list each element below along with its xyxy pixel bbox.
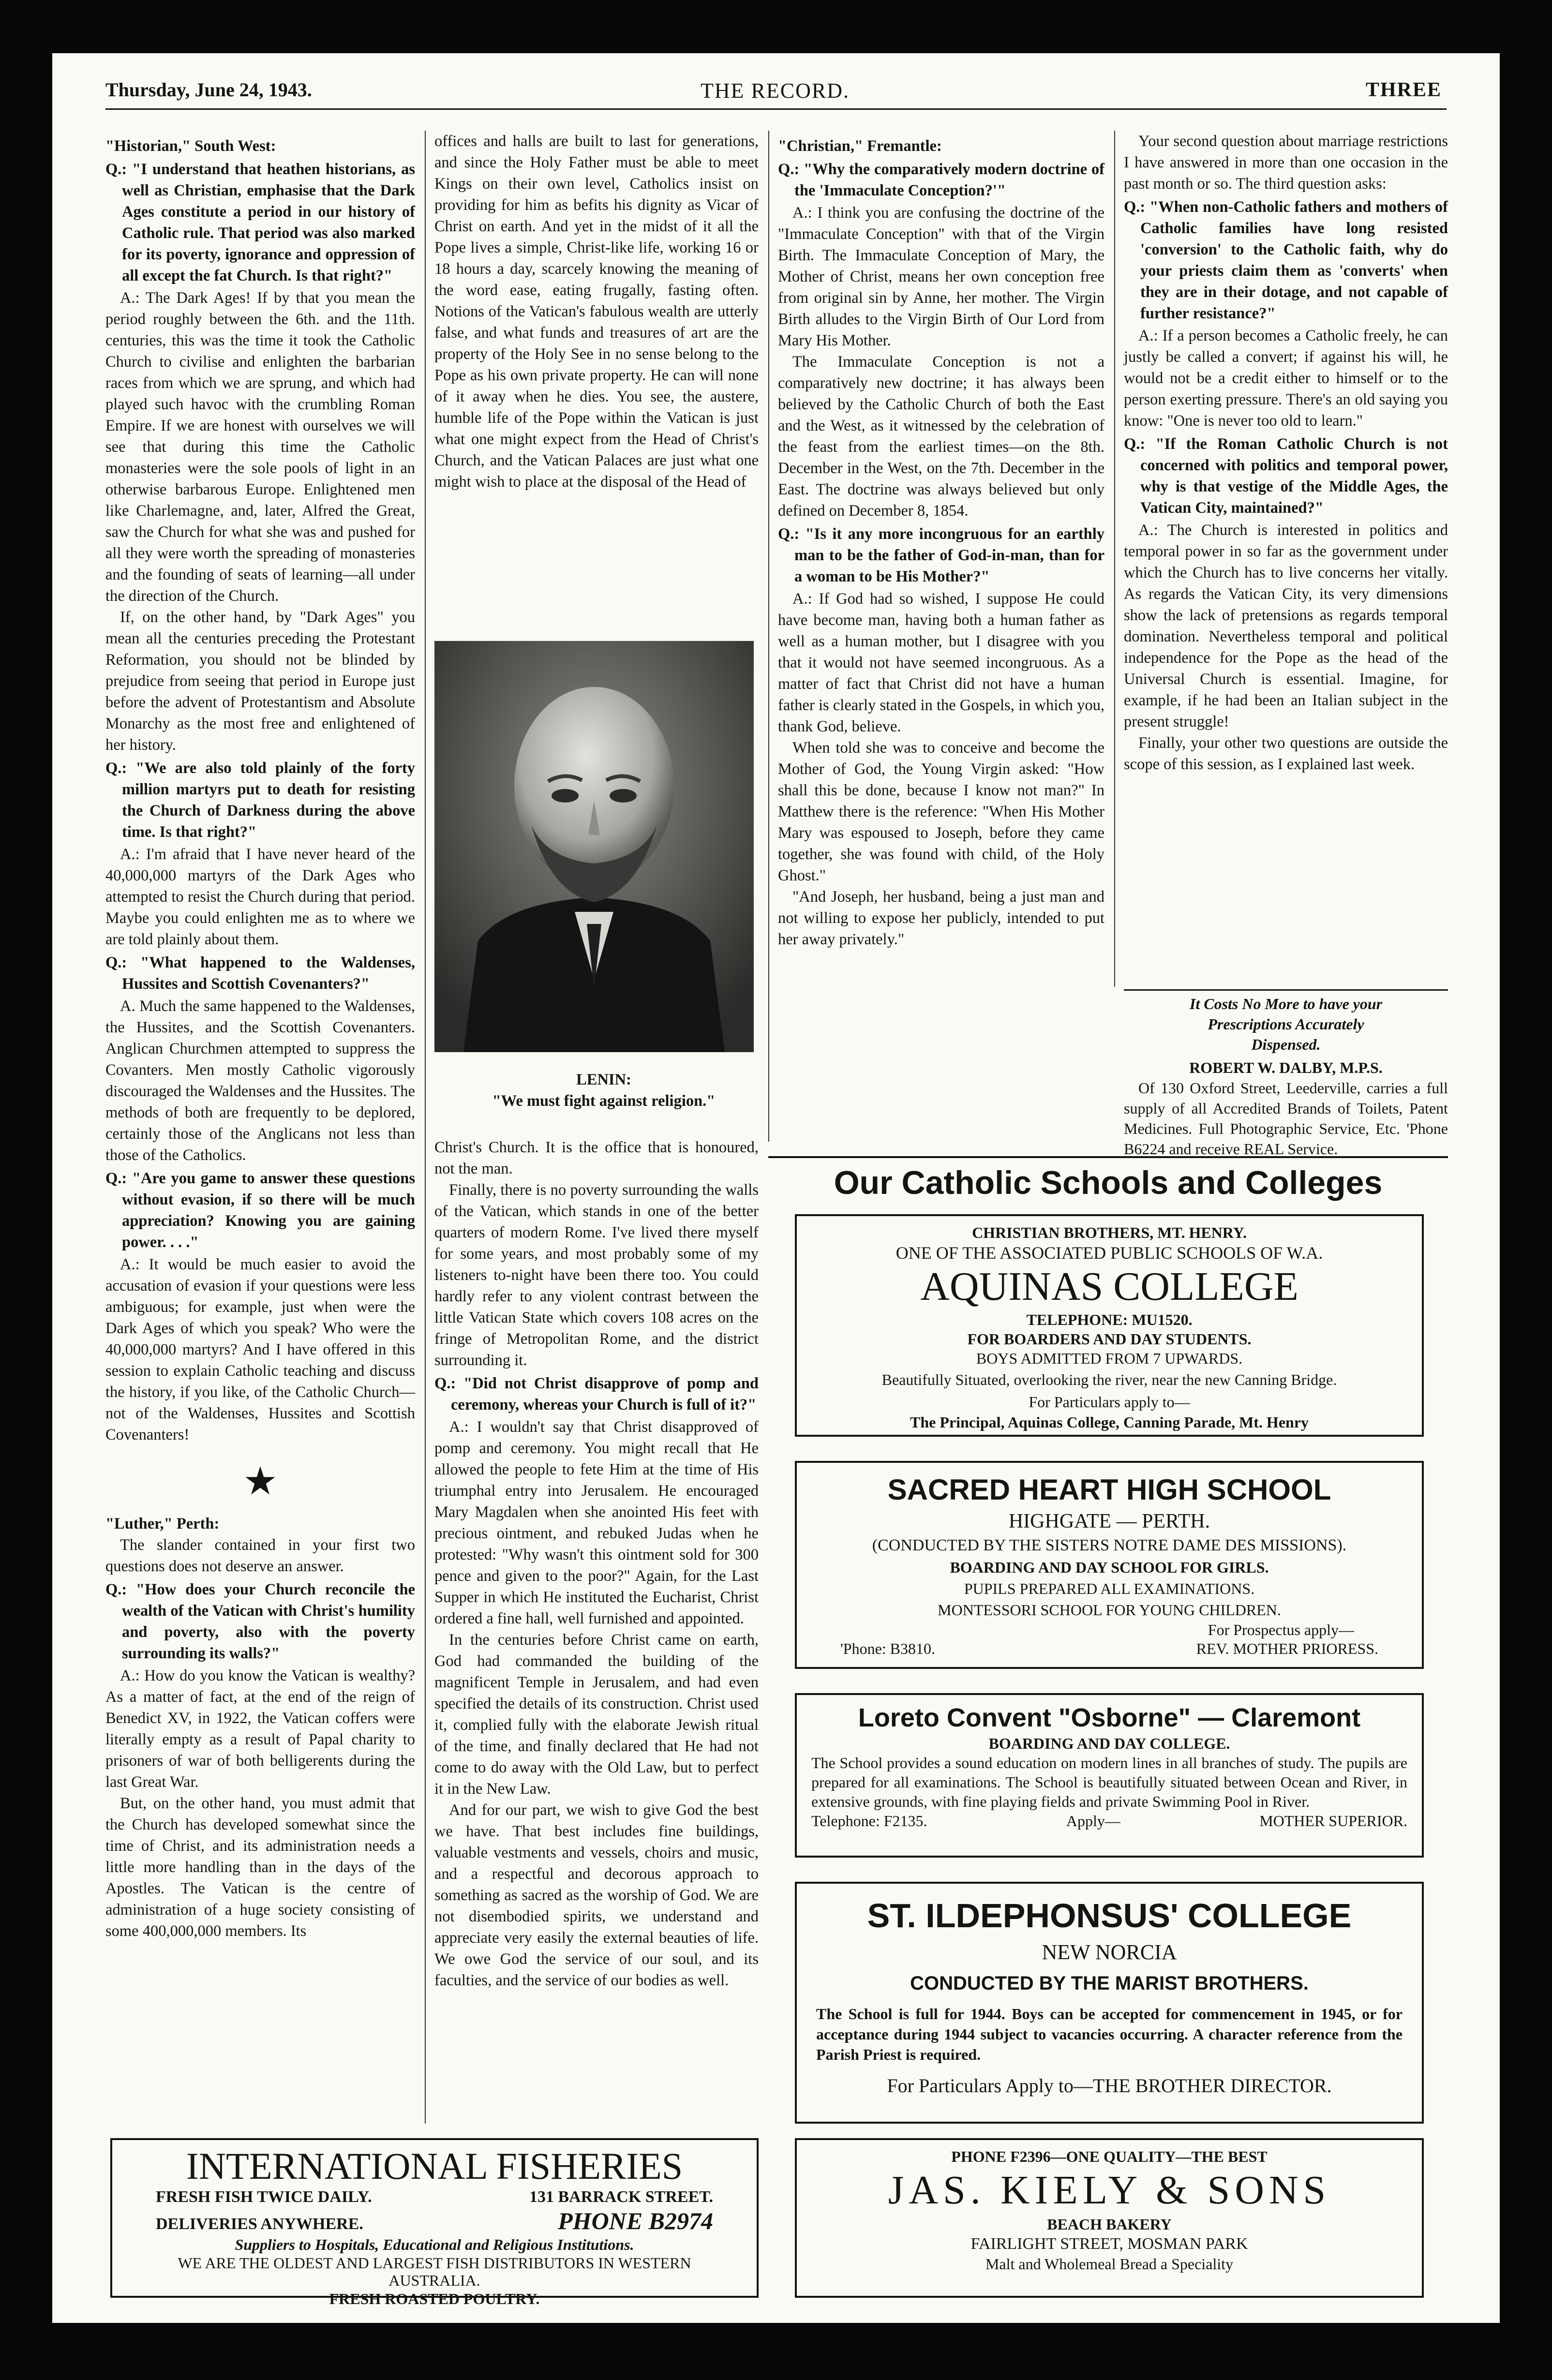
ad-name: INTERNATIONAL FISHERIES: [186, 2145, 683, 2187]
paragraph: The Immaculate Conception is not a comparatively new doctrine; it has always been believed by the Catholic Church of both the East and the West, as it witnessed by the celebration of the feast from the earliest times—on the 8th. December in the West, on the 7th. December in the East. The doctrine was always believed but only defined on December 8, 1854.: [778, 353, 1104, 520]
paragraph: If, on the other hand, by "Dark Ages" you mean all the centuries preceding the Protestant Reformation, you should not be blinded by prejudice from seeing that period in Europe just before the advent of Protestantism and Absolute Monarchy as the most free and enlightened of her history.: [105, 609, 415, 754]
ad-line: For Particulars apply to—: [1029, 1393, 1190, 1411]
ad-line: CHRISTIAN BROTHERS, MT. HENRY.: [972, 1224, 1247, 1241]
ad-line: It Costs No More to have your: [1189, 995, 1383, 1012]
paragraph: In the centuries before Christ came on earth, God had commanded the building of the magnificent Temple in Jerusalem, and had even specified the details of its construction. Christ used it, complied fully with the elaborate Jewish ritual of the time, and finally declared that He had not come to do away with the Old Law, but to perfect it in the New Law.: [434, 1631, 759, 1798]
ad-line: PUPILS PREPARED ALL EXAMINATIONS.: [964, 1580, 1255, 1597]
paper-title: THE RECORD.: [701, 79, 850, 103]
answer: A.: I wouldn't say that Christ disapproved of pomp and ceremony. You might recall that He allowed the people to fete Him at the time of His triumphal entry into Jerusalem. He encouraged Mary Magdalen when she anointed His feet with precious ointment, and rebuked Judas when he protested: "Why wasn't this ointment sold for 300 pence and given to the poor?" Again, for the Last Supper in which He instituted the Eucharist, Christ ordered a fine hall, well furnished and appointed.: [434, 1418, 759, 1627]
ad-line: HIGHGATE — PERTH.: [1008, 1510, 1210, 1532]
ad-footer: [811, 1811, 1407, 1830]
ad-line: FRESH ROASTED POULTRY.: [329, 2290, 540, 2307]
ad-line: BOYS ADMITTED FROM 7 UPWARDS.: [976, 1350, 1243, 1367]
letter-heading: "Luther," Perth:: [105, 1515, 220, 1532]
ad-line: Prescriptions Accurately: [1208, 1015, 1364, 1033]
answer: A.: How do you know the Vatican is wealthy? As a matter of fact, at the end of the reign of Benedict XV, in 1922, the Vatican coffers were literally empty as a result of Papal charity to prisoners of war of both belligerents during the last Great War.: [105, 1667, 415, 1791]
ad-line: BEACH BAKERY: [1047, 2216, 1172, 2233]
column-3: [778, 131, 1104, 950]
kiely-advert: [795, 2138, 1424, 2298]
ad-phone: PHONE B2974: [558, 2207, 713, 2234]
column-4: [1124, 131, 1448, 775]
ad-body: The School provides a sound education on modern lines in all branches of study. The pupils are prepared for all examinations. The School is beautifully situated between Ocean and River, in extensive grounds, with fine playing fields and private Swimming Pool in River.: [811, 1754, 1407, 1810]
question: Q.: "What happened to the Waldenses, Hussites and Scottish Covenanters?": [105, 954, 415, 993]
paragraph: But, on the other hand, you must admit that the Church has developed somewhat since the time of Christ, and its administration needs a little more handling than in the days of the Apostles. The Vatican is the centre of administration of a huge society consisting of some 400,000,000 members. Its: [105, 1795, 415, 1940]
ildephonsus-advert: [795, 1882, 1424, 2124]
dalby-advert: [1124, 989, 1448, 1159]
ad-row: [112, 2207, 757, 2235]
star-icon: ★: [243, 1460, 278, 1503]
ad-line: Beautifully Situated, overlooking the river, near the new Canning Bridge.: [881, 1371, 1337, 1388]
ad-phone: 'Phone: B3810.: [840, 1640, 935, 1657]
question: Q.: "Why the comparatively modern doctrine of the 'Immaculate Conception?'": [778, 161, 1104, 199]
paragraph: offices and halls are built to last for generations, and since the Holy Father must be able to meet Kings on their own level, Catholics insist on providing for him as befits his dignity as Vicar of Christ on earth. And yet in the midst of it all the Pope lives a simple, Christ-like life, working 16 or 18 hours a day, scarcely knowing the meaning of the word ease, eating frugally, fasting often. Notions of the Vatican's fabulous wealth are utterly false, and what funds and treasures of art are the property of the Holy See in no sense belong to the Pope as his own private property. He can will none of it away when he dies. You see, the austere, humble life of the Pope within the Vatican is just what one might expect from the Head of Christ's Church, and the Vatican Palaces are just what one might wish to place at the disposal of the Head of: [434, 133, 759, 491]
letter-heading: "Christian," Fremantle:: [778, 137, 942, 155]
answer: A.: If God had so wished, I suppose He could have become man, having both a human father as well as a human mother, but I disagree with you that it would not have seemed incongruous. As a matter of fact that Christ did not have a human father is clearly stated in the Gospels, in which you, thank God, believe.: [778, 590, 1104, 735]
answer: A.: If a person becomes a Catholic freely, he can justly be called a convert; if against his will, he would not be a credit either to himself or to the person exerting pressure. There's an old saying you know: "One is never too old to learn.": [1124, 327, 1448, 430]
header-rule: [105, 108, 1447, 110]
issue-date: Thursday, June 24, 1943.: [105, 79, 312, 101]
column-1: [105, 131, 415, 1942]
column-2-continued: [434, 1137, 759, 1991]
ad-line: Malt and Wholemeal Bread a Speciality: [985, 2255, 1234, 2273]
ad-footer: [797, 1639, 1422, 1658]
column-2-bottom: [434, 1069, 759, 1121]
column-rule: [425, 131, 426, 2124]
ad-line: MONTESSORI SCHOOL FOR YOUNG CHILDREN.: [938, 1601, 1281, 1619]
answer: A.: The Dark Ages! If by that you mean the period roughly between the 6th. and the 11th. centuries, this was the time it took the Catholic Church to civilise and enlighten the barbarian races from which we are sprung, and which had played such havoc with the crumbling Roman Empire. If we are honest with ourselves we will see that during this time the Catholic monasteries were the sole pools of light in an otherwise barbarous Europe. Enlightened men like Charlemagne, and, later, Alfred the Great, saw the Church for what she was and pushed for all they were worth the spreading of monasteries and the founding of seats of learning—all under the direction of the Church.: [105, 289, 415, 605]
ad-line: For Particulars Apply to—THE BROTHER DIRECTOR.: [887, 2075, 1332, 2097]
ad-body: Of 130 Oxford Street, Leederville, carries a full supply of all Accredited Brands of Toilets, Patent Medicines. Full Photographic Service, Etc. 'Phone B6224 and receive REAL Service.: [1124, 1079, 1448, 1158]
paragraph: And for our part, we wish to give God the best we have. That best includes fine buildings, valuable vestments and vessels, choirs and music, and a respectful and decorous approach to something as sacred as the worship of God. We are not disembodied spirits, we understand and appreciate very easily the external beauties of life. We owe God the service of our soul, and its faculties, and the service of our bodies as well.: [434, 1801, 759, 1989]
schools-rule: [768, 1156, 1448, 1158]
paragraph: "And Joseph, her husband, being a just man and not willing to expose her publicly, intended to put her away privately.": [778, 888, 1104, 948]
question: Q.: "We are also told plainly of the forty million martyrs put to death for resisting the Church of Darkness during the above time. Is that right?": [105, 759, 415, 841]
question: Q.: "I understand that heathen historians, as well as Christian, emphasise that the Dark Ages constitute a period in our history of Catholic rule. That period was also marked for its poverty, ignorance and oppression of all except the fat Church. Is that right?": [105, 161, 415, 284]
ad-name: SACRED HEART HIGH SCHOOL: [887, 1473, 1331, 1506]
answer: A.: I'm afraid that I have never heard of the 40,000,000 martyrs of the Dark Ages who attempted to resist the Church during that period. Maybe you could enlighten me as to where we are told plainly about them.: [105, 846, 415, 948]
answer: A.: It would be much easier to avoid the accusation of evasion if your questions were less ambiguous; for example, just when were the Dark Ages of which you speak? Who were the 40,000,000 martyrs? And I have offered in this session to explain Catholic teaching and discuss the history, if you like, of the Catholic Church—not of the Waldenses, Hussites and Scottish Covenanters!: [105, 1256, 415, 1443]
ad-line: NEW NORCIA: [1042, 1940, 1177, 1964]
paragraph: Your second question about marriage restrictions I have answered in more than one occasion in the past month or so. The third question asks:: [1124, 133, 1448, 193]
column-2-top: [434, 131, 759, 492]
paragraph: Finally, there is no poverty surrounding the walls of the Vatican, which stands in one of the better quarters of modern Rome. I've lived there myself for some years, and most probably some of my listeners to-night have been there too. You could hardly refer to any violent contrast between the little Vatican State which covers 108 acres on the fringe of Metropolitan Rome, and the district surrounding it.: [434, 1181, 759, 1369]
photo-caption-name: LENIN:: [576, 1071, 631, 1088]
lenin-photograph: [434, 641, 754, 1052]
paragraph: Christ's Church. It is the office that is honoured, not the man.: [434, 1139, 759, 1177]
ad-signatory: REV. MOTHER PRIORESS.: [1196, 1640, 1378, 1657]
loreto-advert: [795, 1693, 1424, 1858]
ad-phone: Telephone: F2135.: [811, 1812, 927, 1830]
letter-heading: "Historian," South West:: [105, 137, 276, 155]
ad-line: WE ARE THE OLDEST AND LARGEST FISH DISTRIBUTORS IN WESTERN AUSTRALIA.: [178, 2254, 691, 2289]
aquinas-advert: [795, 1214, 1424, 1437]
question: Q.: "When non-Catholic fathers and mothers of Catholic families have long resisted 'conversion' to the Catholic faith, why do your priests claim them as 'converts' when they are in their dotage, and not capable of further resistance?": [1124, 198, 1448, 322]
ad-line: PHONE F2396—ONE QUALITY—THE BEST: [951, 2148, 1268, 2165]
ad-name: ST. ILDEPHONSUS' COLLEGE: [867, 1897, 1352, 1934]
ad-line: Dispensed.: [1251, 1036, 1321, 1053]
ad-line: Suppliers to Hospitals, Educational and Religious Institutions.: [235, 2236, 634, 2253]
newspaper-page: [52, 53, 1500, 2323]
answer: A.: The Church is interested in politics and temporal power in so far as the government under which the Church has to live concerns her vitally. As regards the Vatican City, its very dimensions show the lack of pretensions as regards temporal domination. Nevertheless temporal and political independence for the Pope as the head of the Universal Church is essential. Imagine, for example, if he had been an Italian subject in the present struggle!: [1124, 521, 1448, 730]
ad-line: TELEPHONE: MU1520.: [1026, 1311, 1193, 1328]
ad-line: FRESH FISH TWICE DAILY.: [156, 2188, 372, 2206]
ad-line: CONDUCTED BY THE MARIST BROTHERS.: [910, 1973, 1309, 1994]
page-number: THREE: [1365, 79, 1442, 101]
ad-row: [112, 2187, 757, 2207]
ad-line: BOARDING AND DAY COLLEGE.: [988, 1735, 1230, 1752]
ad-line: (CONDUCTED BY THE SISTERS NOTRE DAME DES MISSIONS).: [872, 1536, 1347, 1554]
ad-signatory: MOTHER SUPERIOR.: [1259, 1812, 1407, 1830]
ad-apply: Apply—: [1066, 1812, 1120, 1830]
ad-line: ONE OF THE ASSOCIATED PUBLIC SCHOOLS OF W.A.: [895, 1243, 1323, 1263]
ad-line: FOR BOARDERS AND DAY STUDENTS.: [967, 1330, 1252, 1348]
ad-name: Loreto Convent "Osborne" — Claremont: [858, 1703, 1361, 1732]
ad-name: JAS. KIELY & SONS: [888, 2168, 1331, 2213]
question: Q.: "How does your Church reconcile the wealth of the Vatican with Christ's humility and poverty, also with the poverty surrounding its walls?": [105, 1581, 415, 1662]
ad-line: FAIRLIGHT STREET, MOSMAN PARK: [970, 2235, 1248, 2253]
ad-name: ROBERT W. DALBY, M.P.S.: [1189, 1059, 1383, 1076]
question: Q.: "Are you game to answer these questions without evasion, if so there will be much appreciation? Knowing you are gaining power. . . .": [105, 1170, 415, 1251]
paragraph: The slander contained in your first two questions does not deserve an answer.: [105, 1536, 415, 1575]
ad-line: BOARDING AND DAY SCHOOL FOR GIRLS.: [950, 1559, 1269, 1576]
question: Q.: "Is it any more incongruous for an earthly man to be the father of God-in-man, than for a woman to be His Mother?": [778, 525, 1104, 585]
schools-heading: Our Catholic Schools and Colleges: [834, 1164, 1383, 1201]
sacred-heart-advert: [795, 1461, 1424, 1669]
ad-line: The Principal, Aquinas College, Canning Parade, Mt. Henry: [910, 1413, 1309, 1431]
ad-line: DELIVERIES ANYWHERE.: [156, 2215, 363, 2233]
ad-line: 131 BARRACK STREET.: [529, 2188, 713, 2206]
ad-line: For Prospectus apply—: [1208, 1621, 1354, 1638]
fisheries-advert: [110, 2138, 759, 2307]
photo-caption-quote: "We must fight against religion.": [492, 1092, 716, 1110]
ad-name: AQUINAS COLLEGE: [920, 1264, 1298, 1309]
ad-body: The School is full for 1944. Boys can be accepted for commencement in 1945, or for acceptance during 1944 subject to vacancies occurring. A character reference from the Parish Priest is required.: [816, 2005, 1403, 2063]
column-rule: [1114, 131, 1115, 987]
answer: A.: I think you are confusing the doctrine of the "Immaculate Conception" with that of the Virgin Birth. The Immaculate Conception of Mary, the Mother of Christ, means her own conception free from original sin by Anne, her mother. The Virgin Birth alludes to the Virgin Birth of Our Lord from Mary His Mother.: [778, 204, 1104, 349]
question: Q.: "If the Roman Catholic Church is not concerned with politics and temporal power, why is that vestige of the Middle Ages, the Vatican City, maintained?": [1124, 435, 1448, 517]
paragraph: When told she was to conceive and become the Mother of God, the Young Virgin asked: "How shall this be done, because I know not man?" In Matthew there is the reference: "When His Mother Mary was espoused to Joseph, before they came together, she was found with child, of the Holy Ghost.": [778, 739, 1104, 884]
answer: A. Much the same happened to the Waldenses, the Hussites, and the Scottish Covenanters. Anglican Churchmen attempted to suppress the Covanters. Men mostly Catholic vigorously discouraged the Waldenses and the Hussites. The methods of both are frequently to be deplored, certainly those of the Anglicans not less than those of the Catholics.: [105, 997, 415, 1164]
paragraph: Finally, your other two questions are outside the scope of this session, as I explained last week.: [1124, 734, 1448, 773]
question: Q.: "Did not Christ disapprove of pomp and ceremony, whereas your Church is full of it?": [434, 1375, 759, 1413]
column-rule: [768, 131, 769, 1142]
